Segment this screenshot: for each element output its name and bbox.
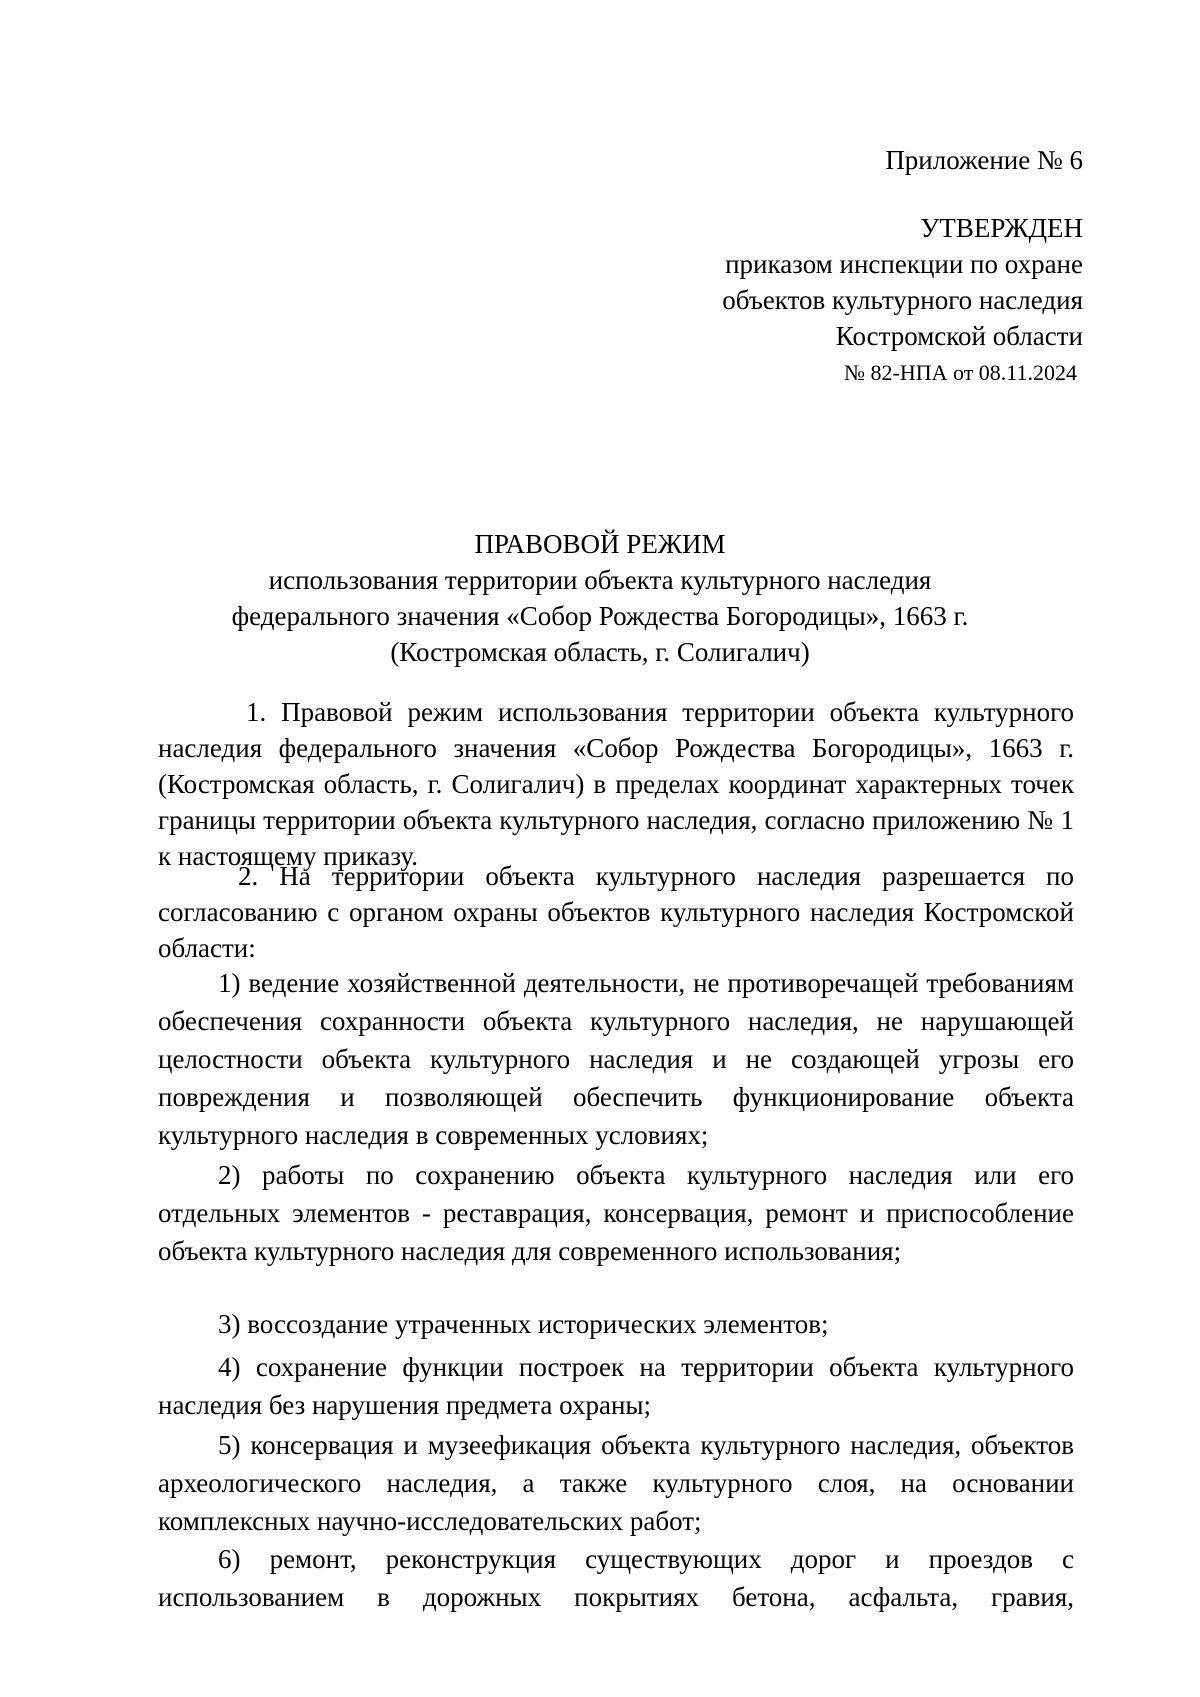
- document-title: ПРАВОВОЙ РЕЖИМ: [474, 529, 726, 559]
- list-item-3: 3) воссоздание утраченных исторических элементов;: [218, 1309, 829, 1339]
- title-line-2: использования территории объекта культурного наследия: [268, 565, 932, 595]
- paragraph-2: 2. На территории объекта культурного наследия разрешается по согласованию с органом охраны объектов культурного наследия Костромской области:: [158, 861, 1074, 963]
- title-line-4: (Костромская область, г. Солигалич): [390, 637, 810, 667]
- order-line-3: Костромской области: [835, 321, 1083, 351]
- order-line-2: объектов культурного наследия: [722, 285, 1083, 315]
- list-item-4: 4) сохранение функции построек на территории объекта культурного наследия без нарушения предмета охраны;: [158, 1352, 1074, 1420]
- list-item-2: 2) работы по сохранению объекта культурного наследия или его отдельных элементов - реставрация, консервация, ремонт и приспособление объекта культурного наследия для современного использования;: [158, 1160, 1074, 1266]
- title-line-3: федерального значения «Собор Рождества Богородицы», 1663 г.: [231, 601, 969, 631]
- list-item-6: 6) ремонт, реконструкция существующих дорог и проездов с использованием в дорожных покрытиях бетона, асфальта, гравия,: [158, 1544, 1074, 1612]
- approved-label: УТВЕРЖДЕН: [920, 213, 1083, 243]
- list-item-5: 5) консервация и музеефикация объекта культурного наследия, объектов археологического наследия, а также культурного слоя, на основании комплексных научно-исследовательских работ;: [158, 1430, 1074, 1536]
- order-number: № 82-НПА от 08.11.2024: [844, 360, 1077, 385]
- order-line-1: приказом инспекции по охране: [725, 249, 1083, 279]
- paragraph-1: 1. Правовой режим использования территории объекта культурного наследия федерального значения «Собор Рождества Богородицы», 1663 г. (Костромская область, г. Солигалич) в пределах координат характерных точек границы территории объекта культурного наследия, согласно приложению № 1 к настоящему приказу.: [158, 697, 1074, 871]
- appendix-label: Приложение № 6: [885, 145, 1083, 175]
- list-item-1: 1) ведение хозяйственной деятельности, не противоречащей требованиям обеспечения сохранности объекта культурного наследия, не нарушающей целостности объекта культурного наследия и не создающей угрозы его повреждения и позволяющей обеспечить функционирование объекта культурного наследия в современных условиях;: [158, 968, 1074, 1150]
